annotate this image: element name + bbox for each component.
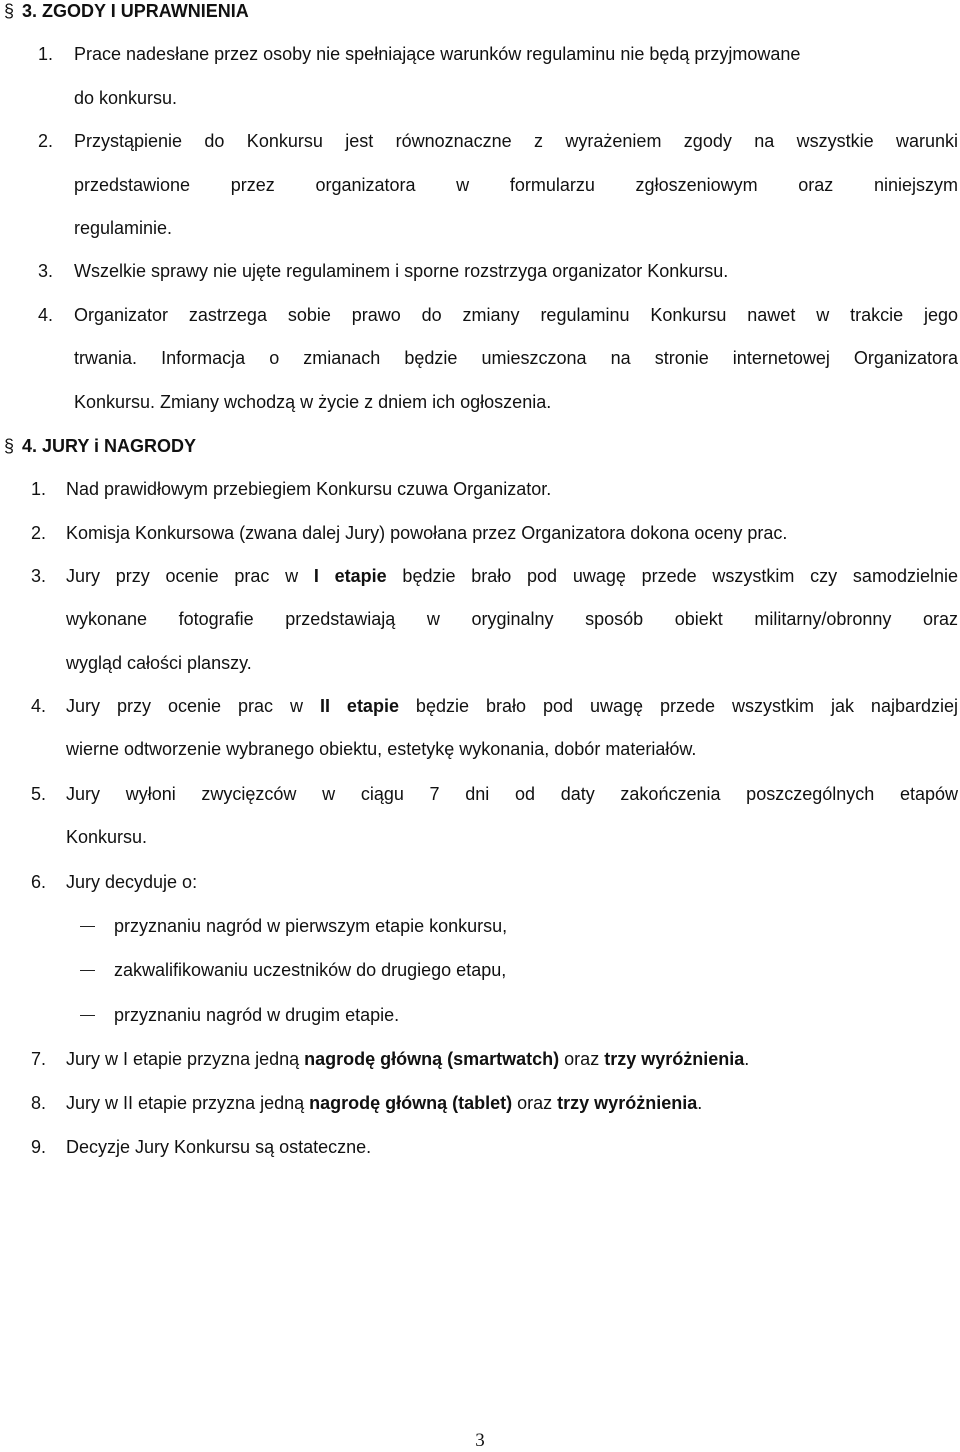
sub-list-item: przyznaniu nagród w pierwszym etapie konkursu, xyxy=(114,916,508,936)
item-line: Konkursu. xyxy=(66,827,148,847)
item-number: 2. xyxy=(38,131,54,151)
section-symbol: § xyxy=(4,436,15,456)
item-line xyxy=(66,695,958,717)
item-line: do konkursu. xyxy=(74,88,178,108)
dash-bullet-icon xyxy=(80,970,95,971)
item-number: 8. xyxy=(31,1093,47,1113)
item-continuation xyxy=(74,87,177,109)
item-number: 6. xyxy=(31,872,47,892)
text-run: . xyxy=(744,1049,750,1069)
item-line xyxy=(66,565,958,587)
item-number: 1. xyxy=(38,44,54,64)
item-number: 2. xyxy=(31,523,47,543)
sub-list-item: zakwalifikowaniu uczestników do drugiego etapu, xyxy=(114,960,507,980)
item-number: 1. xyxy=(31,479,47,499)
list-item xyxy=(31,522,958,544)
item-number: 3. xyxy=(31,566,47,586)
dash-bullet-icon xyxy=(80,926,95,927)
item-line: Organizator zastrzega sobie prawo do zmiany regulaminu Konkursu nawet w trakcie jego xyxy=(74,305,958,325)
text-run-bold: nagrodę główną (smartwatch) xyxy=(304,1049,560,1069)
item-line: regulaminie. xyxy=(74,218,173,238)
item-number: 7. xyxy=(31,1049,47,1069)
item-line: Decyzje Jury Konkursu są ostateczne. xyxy=(66,1137,372,1157)
item-line: Komisja Konkursowa (zwana dalej Jury) powołana przez Organizatora dokona oceny prac. xyxy=(66,523,788,543)
text-run-bold: I etapie xyxy=(313,566,387,586)
item-line xyxy=(66,1092,958,1114)
item-line: wierne odtworzenie wybranego obiektu, estetykę wykonania, dobór materiałów. xyxy=(66,739,697,759)
item-line: Jury decyduje o: xyxy=(66,872,198,892)
text-run: Jury w II etapie przyzna jedną xyxy=(66,1093,310,1113)
text-run: Jury przy ocenie prac w xyxy=(66,566,314,586)
text-run-bold: II etapie xyxy=(319,696,399,716)
list-item xyxy=(31,783,958,805)
item-number: 9. xyxy=(31,1137,47,1157)
list-item xyxy=(31,871,958,893)
section-heading-4 xyxy=(4,435,196,457)
list-item xyxy=(31,695,958,717)
item-number: 5. xyxy=(31,784,47,804)
item-line: wykonane fotografie przedstawiają w oryginalny sposób obiekt militarny/obronny oraz xyxy=(66,609,958,629)
list-item xyxy=(38,304,958,326)
list-item xyxy=(31,1092,958,1114)
list-item xyxy=(38,260,958,282)
item-number: 3. xyxy=(38,261,54,281)
item-line: Nad prawidłowym przebiegiem Konkursu czuwa Organizator. xyxy=(66,479,552,499)
list-item xyxy=(38,43,958,65)
list-item xyxy=(31,478,958,500)
text-run: Jury przy ocenie prac w xyxy=(66,696,320,716)
item-line: Wszelkie sprawy nie ujęte regulaminem i sporne rozstrzyga organizator Konkursu. xyxy=(74,261,729,281)
item-line: Konkursu. Zmiany wchodzą w życie z dniem ich ogłoszenia. xyxy=(74,392,552,412)
item-line xyxy=(66,1048,958,1070)
list-item xyxy=(38,130,958,152)
text-run-bold: trzy wyróżnienia xyxy=(604,1049,745,1069)
item-line: Przystąpienie do Konkursu jest równoznaczne z wyrażeniem zgody na wszystkie warunki xyxy=(74,131,958,151)
item-line: trwania. Informacja o zmianach będzie umieszczona na stronie internetowej Organizatora xyxy=(74,348,958,368)
section-title: 4. JURY i NAGRODY xyxy=(22,436,197,456)
list-item xyxy=(31,1048,958,1070)
item-line: wygląd całości planszy. xyxy=(66,653,252,673)
item-line: Prace nadesłane przez osoby nie spełniające warunków regulaminu nie będą przyjmowane xyxy=(74,44,801,64)
text-run: Jury w I etapie przyzna jedną xyxy=(66,1049,305,1069)
item-line: Jury wyłoni zwycięzców w ciągu 7 dni od daty zakończenia poszczególnych etapów xyxy=(66,784,958,804)
text-run: . xyxy=(697,1093,703,1113)
item-text xyxy=(74,43,958,65)
page-number: 3 xyxy=(475,1430,485,1451)
text-run-bold: trzy wyróżnienia xyxy=(557,1093,698,1113)
text-run: będzie brało pod uwagę przede wszystkim jak najbardziej xyxy=(398,696,958,716)
text-run: oraz xyxy=(512,1093,558,1113)
dash-bullet-icon xyxy=(80,1015,95,1016)
text-run: będzie brało pod uwagę przede wszystkim czy samodzielnie xyxy=(386,566,958,586)
list-item xyxy=(31,1136,958,1158)
list-item xyxy=(31,565,958,587)
text-run: oraz xyxy=(559,1049,605,1069)
item-line: przedstawione przez organizatora w formularzu zgłoszeniowym oraz niniejszym xyxy=(74,175,958,195)
sub-list-item: przyznaniu nagród w drugim etapie. xyxy=(114,1005,400,1025)
section-heading-3 xyxy=(4,0,249,22)
section-symbol: § xyxy=(4,1,15,21)
item-number: 4. xyxy=(31,696,47,716)
item-number: 4. xyxy=(38,305,54,325)
section-title: 3. ZGODY I UPRAWNIENIA xyxy=(22,1,249,21)
text-run-bold: nagrodę główną (tablet) xyxy=(309,1093,513,1113)
